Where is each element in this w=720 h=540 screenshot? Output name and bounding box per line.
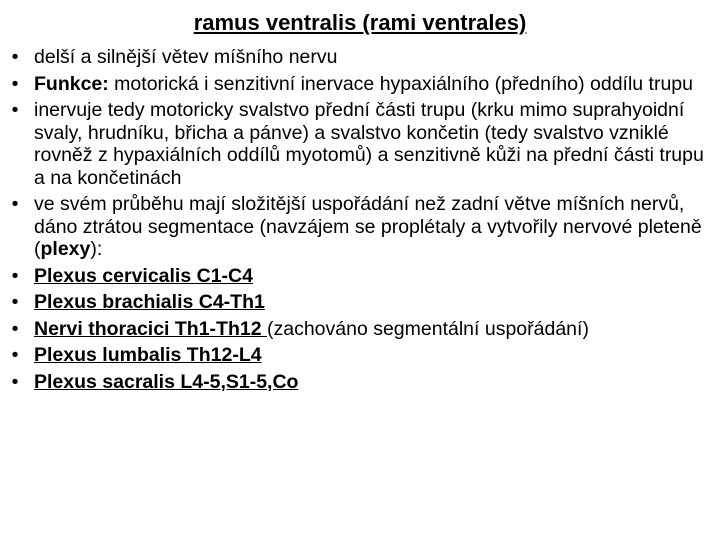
bullet-icon: •	[11, 46, 19, 68]
list-item	[8, 318, 716, 341]
list-item	[8, 73, 716, 96]
bullet-icon: •	[11, 370, 19, 393]
list-item	[8, 193, 716, 261]
item-text: ve svém průběhu mají složitější uspořádání než zadní větve míšních nervů, dáno ztrátou segmentace (navzájem se proplétaly a vytvořily nervové pleteně (	[34, 193, 702, 260]
item-label: Funkce:	[34, 72, 109, 95]
item-text: motorická i senzitivní inervace hypaxiálního (předního) oddílu trupu	[108, 72, 693, 95]
bullet-icon: •	[11, 193, 19, 215]
plexus-brachialis-link[interactable]: Plexus brachialis C4-Th1	[34, 291, 265, 313]
list-item	[8, 99, 716, 189]
item-text: delší a silnější větev míšního nervu	[34, 46, 338, 68]
bullet-icon: •	[11, 72, 19, 95]
bullet-list	[8, 46, 716, 397]
list-item	[8, 265, 716, 288]
plexus-lumbalis-link[interactable]: Plexus lumbalis Th12-L4	[34, 344, 262, 366]
plexus-cervicalis-link[interactable]: Plexus cervicalis C1-C4	[34, 264, 253, 287]
plexus-sacralis-link[interactable]: Plexus sacralis L4-5,S1-5,Co	[34, 370, 299, 393]
item-text-end: ):	[90, 238, 103, 260]
bullet-icon: •	[11, 344, 19, 366]
list-item	[8, 291, 716, 314]
list-item	[8, 344, 716, 367]
nervi-thoracici-link[interactable]: Nervi thoracici Th1-Th12	[34, 317, 267, 340]
item-note: (zachováno segmentální uspořádání)	[266, 317, 589, 340]
item-text: inervuje tedy motoricky svalstvo přední části trupu (krku mimo suprahyoidní svaly, hrudníku, břicha a pánve) a svalstvo končetin (tedy svalstvo vzniklé rovněž z hypaxiálních oddílů myotomů) a senzitivně kůži na přední části trupu a na končetinách	[34, 99, 704, 189]
list-item	[8, 371, 716, 394]
bullet-icon: •	[11, 264, 19, 287]
list-item	[8, 46, 716, 69]
item-bold-term: plexy	[40, 238, 91, 260]
bullet-icon: •	[11, 99, 19, 121]
slide-title: ramus ventralis (rami ventrales)	[193, 10, 527, 35]
bullet-icon: •	[11, 317, 19, 340]
bullet-icon: •	[11, 291, 19, 313]
